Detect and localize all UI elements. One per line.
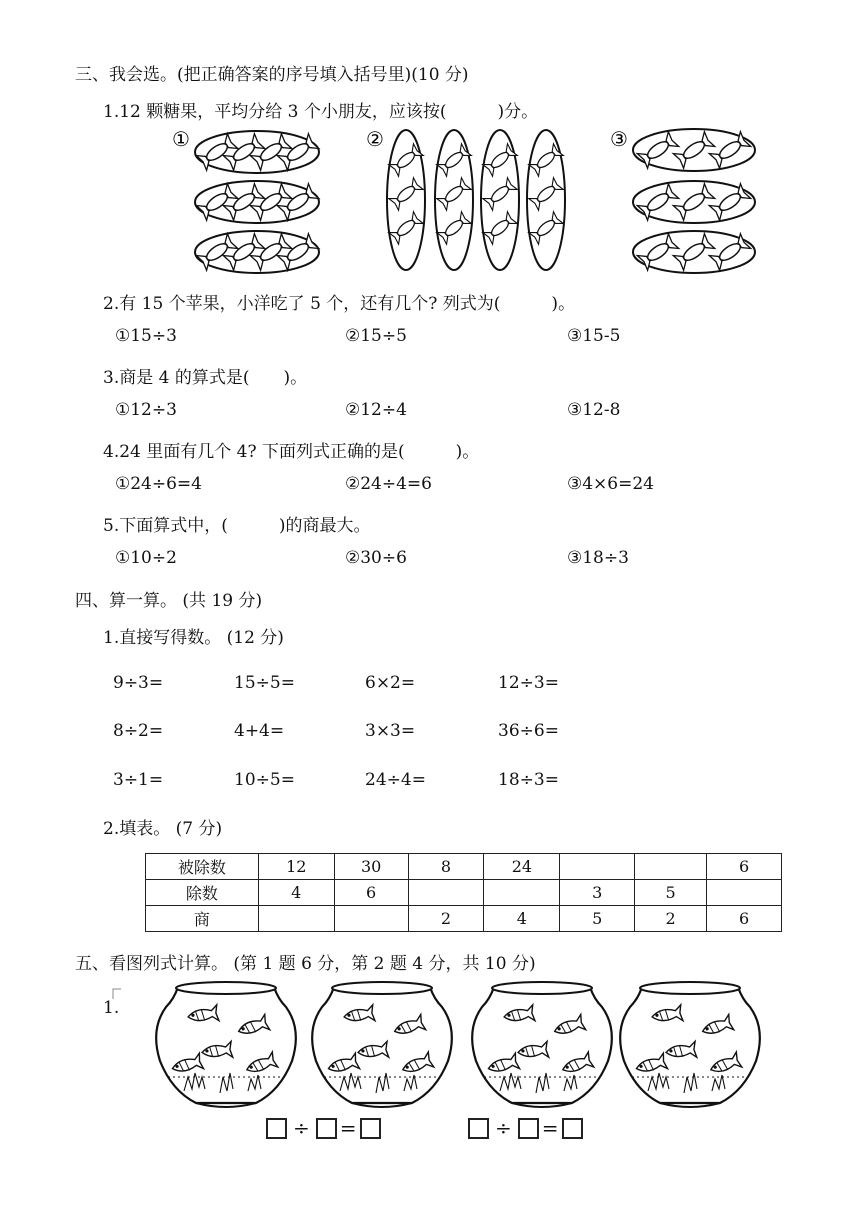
- section-4-title: 四、算一算。 (共 19 分): [75, 591, 263, 611]
- corner-mark: [112, 988, 122, 1000]
- fishbowl-1: [156, 982, 296, 1107]
- table-row-quotient: [146, 906, 782, 932]
- calc-item: 6×2=: [365, 673, 416, 693]
- q3-option-1: ①12÷3: [115, 400, 177, 420]
- table-row-divisor: [146, 880, 782, 906]
- table-cell[interactable]: 30: [334, 854, 408, 880]
- table-cell[interactable]: 2: [408, 906, 484, 932]
- equals-sign: =: [541, 1116, 559, 1140]
- question-5-text: 5.下面算式中，( )的商最大。: [103, 516, 371, 536]
- question-4-text: 4.24 里面有几个 4? 下面列式正确的是( )。: [103, 442, 480, 462]
- calc-item: 36÷6=: [498, 721, 559, 741]
- answer-box-quotient[interactable]: [360, 1118, 381, 1139]
- calc-item: 12÷3=: [498, 673, 559, 693]
- q2-option-2: ②15÷5: [345, 326, 407, 346]
- calc-item: 9÷3=: [113, 673, 164, 693]
- calc-item: 18÷3=: [498, 770, 559, 790]
- fishbowl-3: [472, 982, 612, 1107]
- division-table: [145, 853, 782, 932]
- calc-item: 4+4=: [234, 721, 285, 741]
- divide-sign: ÷: [495, 1116, 512, 1140]
- table-cell[interactable]: [408, 880, 484, 906]
- q5-option-2: ②30÷6: [345, 548, 407, 568]
- figure-label-2: ②: [366, 127, 384, 151]
- figure-label-1: ①: [172, 127, 190, 151]
- calc-item: 8÷2=: [113, 721, 164, 741]
- figure-label-3: ③: [610, 127, 628, 151]
- q4-option-2: ②24÷4=6: [345, 474, 432, 494]
- table-cell[interactable]: [484, 880, 560, 906]
- table-cell[interactable]: [334, 906, 408, 932]
- part-2-title: 2.填表。 (7 分): [103, 819, 223, 839]
- fishbowl-4: [620, 982, 760, 1107]
- calc-item: 10÷5=: [234, 770, 295, 790]
- table-header-cell: 被除数: [146, 854, 259, 880]
- table-cell[interactable]: 4: [258, 880, 334, 906]
- q5-option-3: ③18÷3: [567, 548, 629, 568]
- calc-item: 15÷5=: [234, 673, 295, 693]
- divide-sign: ÷: [293, 1116, 310, 1140]
- table-cell[interactable]: 6: [334, 880, 408, 906]
- table-cell[interactable]: [560, 854, 635, 880]
- table-cell[interactable]: 8: [408, 854, 484, 880]
- q2-option-3: ③15-5: [567, 326, 621, 346]
- table-cell[interactable]: 12: [258, 854, 334, 880]
- equation-2: [468, 1116, 583, 1140]
- part-1-title: 1.直接写得数。 (12 分): [103, 628, 284, 648]
- table-cell[interactable]: [258, 906, 334, 932]
- answer-box-divisor[interactable]: [518, 1118, 539, 1139]
- table-cell[interactable]: 6: [707, 854, 782, 880]
- q3-option-2: ②12÷4: [345, 400, 407, 420]
- q4-option-3: ③4×6=24: [567, 474, 654, 494]
- figure-1: [195, 131, 319, 273]
- figure-3: [633, 129, 755, 273]
- answer-box-dividend[interactable]: [266, 1118, 287, 1139]
- q5-option-1: ①10÷2: [115, 548, 177, 568]
- candy-grouping-figure: [160, 122, 800, 282]
- figure-2: [387, 130, 565, 270]
- answer-box-quotient[interactable]: [562, 1118, 583, 1139]
- section-3-title: 三、我会选。(把正确答案的序号填入括号里)(10 分): [75, 65, 469, 85]
- q3-option-3: ③12-8: [567, 400, 621, 420]
- q4-option-1: ①24÷6=4: [115, 474, 202, 494]
- section-5-title: 五、看图列式计算。 (第 1 题 6 分，第 2 题 4 分，共 10 分): [75, 954, 536, 974]
- q2-option-1: ①15÷3: [115, 326, 177, 346]
- equals-sign: =: [339, 1116, 357, 1140]
- table-header-cell: 除数: [146, 880, 259, 906]
- table-cell[interactable]: [707, 880, 782, 906]
- table-row-dividend: [146, 854, 782, 880]
- calc-item: 3÷1=: [113, 770, 164, 790]
- table-header-cell: 商: [146, 906, 259, 932]
- fishbowls-figure: [150, 975, 790, 1115]
- table-cell[interactable]: 5: [560, 906, 635, 932]
- question-1-text: 1.12 颗糖果，平均分给 3 个小朋友，应该按( )分。: [103, 102, 539, 122]
- table-cell[interactable]: 2: [635, 906, 707, 932]
- question-2-text: 2.有 15 个苹果，小洋吃了 5 个，还有几个? 列式为( )。: [103, 294, 576, 314]
- table-cell[interactable]: 4: [484, 906, 560, 932]
- calc-item: 24÷4=: [365, 770, 426, 790]
- table-cell[interactable]: [635, 854, 707, 880]
- table-cell[interactable]: 24: [484, 854, 560, 880]
- table-cell[interactable]: 6: [707, 906, 782, 932]
- table-cell[interactable]: 5: [635, 880, 707, 906]
- answer-box-divisor[interactable]: [316, 1118, 337, 1139]
- answer-box-dividend[interactable]: [468, 1118, 489, 1139]
- calc-item: 3×3=: [365, 721, 416, 741]
- question-3-text: 3.商是 4 的算式是( )。: [103, 368, 308, 388]
- question-1-label: 1.: [103, 998, 120, 1018]
- fishbowl-2: [312, 982, 452, 1107]
- table-cell[interactable]: 3: [560, 880, 635, 906]
- equation-1: [266, 1116, 381, 1140]
